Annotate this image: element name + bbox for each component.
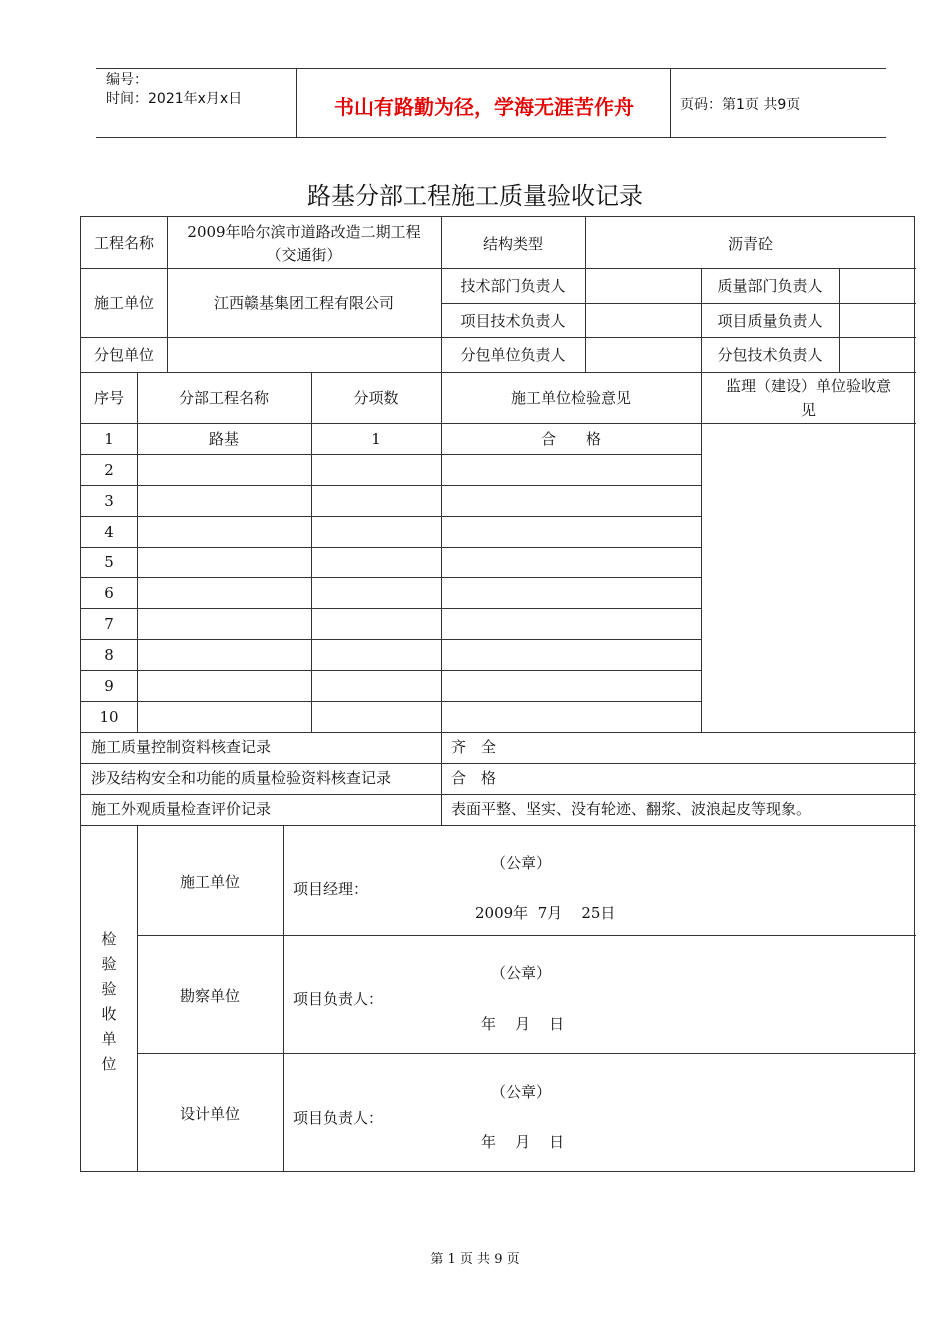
construction-unit-label: 施工单位	[93, 294, 154, 312]
grid-line	[81, 372, 916, 373]
grid-line	[81, 337, 916, 338]
header-divider	[670, 69, 671, 137]
row-no: 2	[104, 461, 114, 479]
page-footer: 第 1 页 共 9 页	[430, 1252, 520, 1267]
doc-time-label: 时间：2021年x月x日	[106, 91, 243, 107]
row-no: 3	[104, 492, 114, 510]
col-header-count: 分项数	[353, 389, 399, 407]
row-no: 8	[104, 646, 114, 664]
row-no: 9	[104, 677, 114, 695]
header-page-number: 页码：第1页 共9页	[680, 97, 801, 113]
unit-person-label: 项目负责人：	[293, 990, 384, 1008]
grid-line	[137, 1053, 916, 1054]
unit-date: 年 月 日	[481, 1015, 565, 1033]
grid-line	[81, 763, 916, 764]
project-name-label: 工程名称	[93, 234, 154, 252]
project-name-value: 2009年哈尔滨市道路改造二期工程	[187, 223, 421, 241]
project-tech-head-label: 项目技术负责人	[460, 312, 566, 330]
grid-line	[81, 268, 916, 269]
check-value: 表面平整、坚实、没有轮迹、翻浆、波浪起皮等现象。	[451, 800, 812, 818]
subcontractor-label: 分包单位	[93, 346, 154, 364]
subcontractor-head-label: 分包单位负责人	[460, 346, 566, 364]
col-header-supervision: 监理（建设）单位验收意	[725, 377, 891, 395]
unit-person-label: 项目经理：	[293, 880, 369, 898]
grid-line	[81, 454, 701, 455]
grid-line	[81, 701, 701, 702]
unit-seal: （公章）	[491, 964, 552, 982]
unit-seal: （公章）	[491, 1083, 552, 1101]
unit-name: 设计单位	[179, 1105, 240, 1123]
grid-line	[81, 794, 916, 795]
grid-line	[81, 547, 701, 548]
tech-dept-head-label: 技术部门负责人	[460, 277, 566, 295]
grid-line	[81, 670, 701, 671]
project-name-value-sub: （交通街）	[266, 246, 342, 264]
grid-line	[81, 485, 701, 486]
grid-line	[81, 608, 701, 609]
check-label: 涉及结构安全和功能的质量检验资料核查记录	[91, 769, 392, 787]
structure-type-value: 沥青砼	[727, 235, 773, 253]
row-no: 6	[104, 584, 114, 602]
unit-seal: （公章）	[491, 854, 552, 872]
col-header-name: 分部工程名称	[178, 389, 269, 407]
header-meta	[106, 71, 242, 109]
header-motto: 书山有路勤为径，学海无涯苦作舟	[334, 95, 634, 119]
grid-line	[839, 268, 840, 372]
row-no: 4	[104, 523, 114, 541]
unit-name: 勘察单位	[179, 987, 240, 1005]
grid-line	[137, 372, 138, 732]
row-no: 1	[104, 430, 114, 448]
row-no: 7	[104, 615, 114, 633]
grid-line	[441, 303, 916, 304]
project-quality-head-label: 项目质量负责人	[717, 312, 823, 330]
unit-date: 2009年 7月 25日	[475, 904, 616, 922]
grid-line	[283, 825, 284, 1172]
grid-line	[701, 372, 702, 732]
check-label: 施工质量控制资料核查记录	[91, 738, 272, 756]
unit-date: 年 月 日	[481, 1133, 565, 1151]
grid-line	[81, 639, 701, 640]
col-header-supervision-cont: 见	[800, 401, 816, 419]
col-header-opinion: 施工单位检验意见	[510, 389, 631, 407]
unit-person-label: 项目负责人：	[293, 1109, 384, 1127]
structure-type-label: 结构类型	[482, 235, 543, 253]
grid-line	[311, 372, 312, 732]
construction-unit-value: 江西赣基集团工程有限公司	[213, 294, 394, 312]
grid-line	[81, 516, 701, 517]
acceptance-section-label: 检 验 验 收 单 位	[101, 930, 117, 1073]
row-no: 5	[104, 553, 114, 571]
acceptance-form	[80, 216, 915, 1172]
check-value: 合 格	[451, 769, 497, 787]
check-value: 齐 全	[451, 738, 497, 756]
doc-number-label: 编号：	[106, 72, 148, 88]
quality-dept-head-label: 质量部门负责人	[717, 277, 823, 295]
row-no: 10	[99, 708, 119, 726]
grid-line	[81, 732, 916, 733]
page-header	[96, 68, 886, 138]
header-divider	[296, 69, 297, 137]
row-opinion: 合 格	[540, 430, 601, 448]
page-title: 路基分部工程施工质量验收记录	[307, 182, 643, 210]
check-label: 施工外观质量检查评价记录	[91, 800, 272, 818]
grid-line	[81, 423, 916, 424]
row-name: 路基	[208, 430, 239, 448]
row-count: 1	[371, 430, 381, 448]
grid-line	[137, 935, 916, 936]
subcontractor-tech-head-label: 分包技术负责人	[717, 346, 823, 364]
grid-line	[81, 577, 701, 578]
col-header-no: 序号	[93, 389, 124, 407]
grid-line	[81, 825, 916, 826]
unit-name: 施工单位	[179, 873, 240, 891]
